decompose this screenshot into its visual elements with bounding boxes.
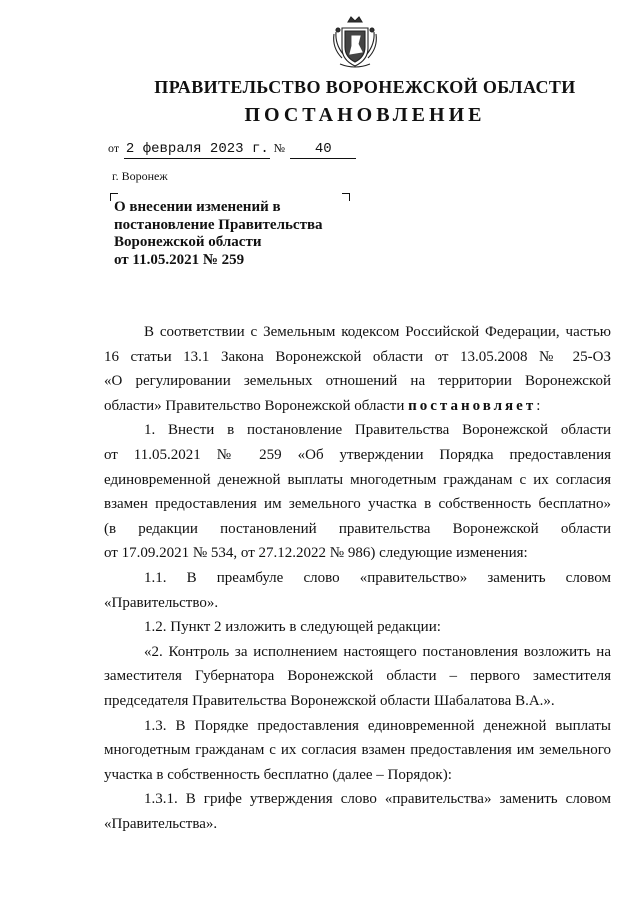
body-line: от 17.09.2021 № 534, от 27.12.2022 № 986) следующие изменения: bbox=[104, 545, 528, 562]
resolution-keyword: постановляет bbox=[408, 397, 537, 414]
date-prefix: от bbox=[108, 141, 120, 155]
body-line: 1.2. Пункт 2 изложить в следующей редакции: bbox=[144, 619, 441, 636]
body-line: «Правительство». bbox=[104, 594, 219, 611]
body-line: единовременной денежной выплаты многодетным гражданам с их согласия bbox=[104, 471, 611, 488]
government-title: ПРАВИТЕЛЬСТВО ВОРОНЕЖСКОЙ ОБЛАСТИ bbox=[154, 77, 576, 97]
document-subject bbox=[114, 199, 354, 269]
body-line: участка в собственность бесплатно (далее – Порядок): bbox=[104, 766, 452, 783]
body-line: от 11.05.2021 № 259 «Об утверждении Порядка предоставления bbox=[104, 446, 611, 463]
document-date: 2 февраля 2023 г. bbox=[125, 141, 269, 157]
body-line: «Правительства». bbox=[104, 815, 218, 832]
body-text: области» Правительство Воронежской области bbox=[104, 397, 409, 414]
body-line: 1.3. В Порядке предоставления единовременной денежной выплаты bbox=[144, 717, 611, 734]
document-type-title: ПОСТАНОВЛЕНИЕ bbox=[244, 104, 486, 126]
document-body bbox=[104, 320, 611, 836]
subject-line: от 11.05.2021 № 259 bbox=[114, 251, 245, 268]
body-line: 1.1. В преамбуле слово «правительство» заменить словом bbox=[144, 569, 611, 586]
body-line: (в редакции постановлений правительства Воронежской области bbox=[104, 520, 611, 537]
body-line: «О регулировании земельных отношений на территории Воронежской bbox=[104, 373, 611, 390]
city-label: г. Воронеж bbox=[112, 169, 168, 183]
date-number-line bbox=[108, 140, 356, 159]
body-line: 1.3.1. В грифе утверждения слово «правительства» заменить словом bbox=[144, 791, 611, 808]
subject-line: постановление Правительства bbox=[114, 216, 323, 233]
body-line: председателя Правительства Воронежской области Шабалатова В.А.». bbox=[104, 692, 555, 709]
body-line: 16 статьи 13.1 Закона Воронежской области от 13.05.2008 № 25-ОЗ bbox=[104, 348, 611, 365]
body-line: многодетным гражданам с их согласия взамен предоставления им земельного bbox=[104, 742, 611, 759]
document-number: 40 bbox=[290, 141, 356, 159]
body-line: взамен предоставления им земельного участка в собственность бесплатно» bbox=[104, 496, 611, 513]
subject-line: Воронежской области bbox=[114, 234, 262, 250]
body-line: «2. Контроль за исполнением настоящего постановления возложить на bbox=[144, 643, 611, 660]
body-line: В соответствии с Земельным кодексом Российской Федерации, частью bbox=[144, 324, 611, 340]
number-prefix: № bbox=[273, 141, 286, 155]
body-line bbox=[104, 394, 611, 419]
body-line: заместителя Губернатора Воронежской области – первого заместителя bbox=[104, 668, 611, 685]
body-line: 1. Внести в постановление Правительства Воронежской области bbox=[144, 422, 611, 439]
subject-line: О внесении изменений в bbox=[114, 199, 281, 215]
body-text: : bbox=[536, 397, 541, 414]
coat-of-arms-emblem bbox=[330, 14, 380, 70]
